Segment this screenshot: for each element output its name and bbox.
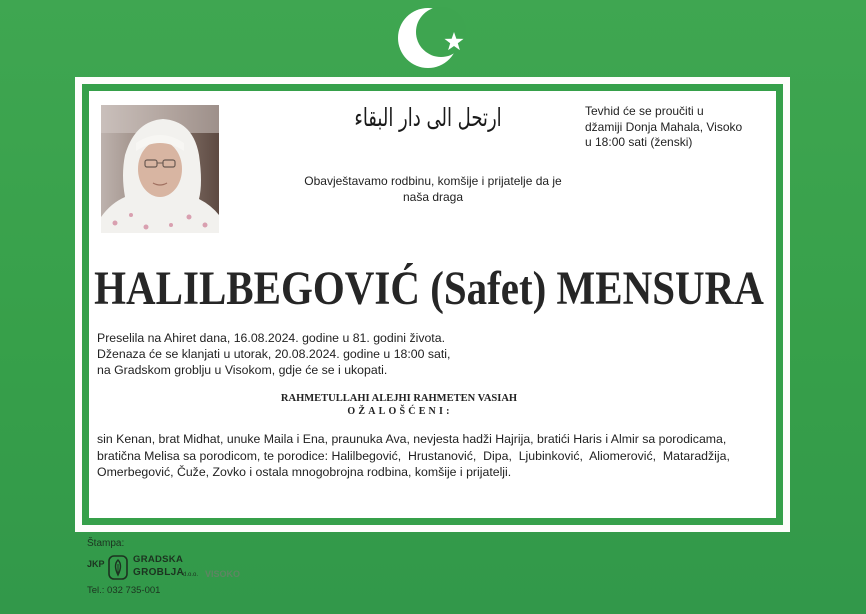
intro-text	[304, 173, 561, 205]
details-line: Preselila na Ahiret dana, 16.08.2024. godine u 81. godini života.	[97, 331, 445, 345]
details-line: Dženaza će se klanjati u utorak, 20.08.2024. godine u 18:00 sati,	[97, 347, 451, 361]
mourners-line: Omerbegović, Čuže, Zovko i ostala mnogobrojna rodbina, komšije i prijatelji.	[97, 465, 512, 479]
logo-city: VISOKO	[205, 569, 241, 579]
crescent-star-icon	[0, 0, 866, 80]
tevhid-line: Tevhid će se proučiti u	[585, 104, 704, 118]
mourners-heading: OŽALOŠĆENI:	[347, 406, 453, 417]
logo-line-gradska: GRADSKA	[133, 554, 184, 565]
logo-jkp: JKP	[87, 559, 105, 569]
tevhid-line: džamiji Donja Mahala, Visoko	[585, 119, 743, 134]
prayer-text: RAHMETULLAHI ALEJHI RAHMETEN VASIAH	[280, 393, 518, 404]
details-line: na Gradskom groblju u Visokom, gdje će se i ukopati.	[97, 363, 388, 377]
print-label: Štampa:	[87, 538, 125, 549]
tevhid-line: u 18:00 sati (ženski)	[585, 135, 693, 149]
mourners-line: sin Kenan, brat Midhat, unuke Maila i Ena, praunuka Ava, nevjesta hadži Hajrija, bratići Haris i Almir sa porodicama,	[97, 432, 727, 446]
funeral-details	[97, 330, 450, 378]
arabic-calligraphy: ارتحل الى دار البقاء	[354, 103, 502, 132]
logo-suffix: d.o.o.	[183, 572, 199, 578]
tevhid-info	[585, 104, 742, 151]
intro-line: Obavještavamo rodbinu, komšije i prijatelje da je	[304, 174, 562, 188]
printer-phone: Tel.: 032 735-001	[87, 585, 161, 596]
logo-line-groblja: GROBLJA	[133, 567, 184, 578]
mourners-line: bratična Melisa sa porodicom, te porodice: Halilbegović, Hrustanović, Dipa, Ljubinković, Aliomerović, Mataradžija,	[97, 448, 730, 463]
gradska-groblja-logo-icon	[108, 555, 128, 580]
deceased-photo	[101, 105, 219, 233]
intro-line: naša draga	[402, 190, 464, 204]
deceased-name: HALILBEGOVIĆ (Safet) MENSURA	[94, 261, 764, 315]
mourners-list	[97, 431, 730, 481]
crescent-cut	[416, 7, 466, 57]
